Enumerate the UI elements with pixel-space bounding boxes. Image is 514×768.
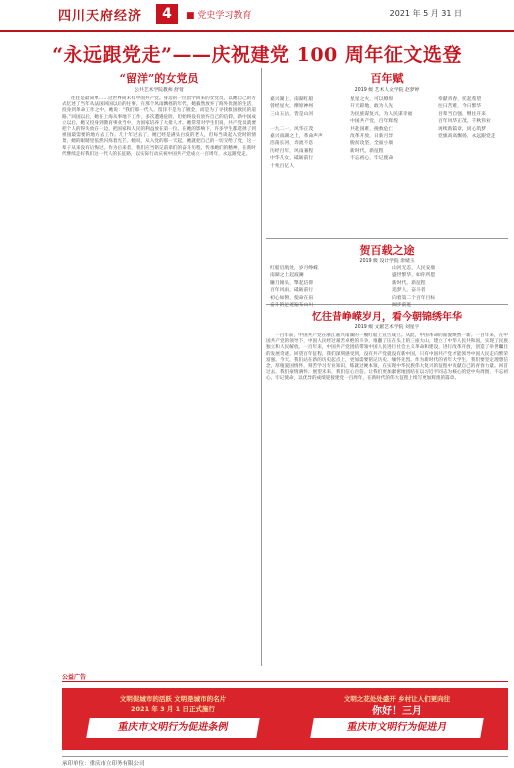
article-title: 忆往昔峥嵘岁月，看今朝锦绣年华 xyxy=(312,312,462,323)
masthead xyxy=(0,0,514,32)
section-label: ■ 党史学习教育 xyxy=(186,11,252,21)
ad-slogan: 重庆市文明行为促进月 xyxy=(310,718,484,738)
article-byline: 2019 级 艺术人文学院 赵梦婷 xyxy=(354,88,420,93)
article-byline: 公共艺术学院教师 舒莺 xyxy=(134,88,184,93)
article-byline: 2019 级 设计学院 余婧玉 xyxy=(359,259,415,264)
page-number: 4 xyxy=(156,4,178,24)
column-divider xyxy=(261,68,262,666)
ad-tagline: 文明促城市的活跃 文明是城市的名片 xyxy=(119,695,227,703)
poem-stanza: 嘉兴湖上，南湖红船 曾经星火，燎原神州 三山五岳，皆是山河 一九二一，风华正茂 嘉兴南湖之上，革命声声 浩荡长河，奔流不息 历经百年，风雨兼程 中华儿女，砥砺前行 十兆百亿人 xyxy=(270,97,323,169)
ad-slogan: 重庆市文明行为促进条例 xyxy=(86,718,260,738)
public-service-ad xyxy=(62,688,508,750)
article-title: 贺百载之途 xyxy=(359,244,415,257)
ad-greeting: 你好！三月 xyxy=(372,706,422,717)
ad-label: 公益广告 xyxy=(62,672,508,682)
poem-stanza: 山河无恙，人民安康 盛世繁华，如你所愿 新时代，新征程 追梦人，奋斗者 向着第二个百年目标 阔步前进 xyxy=(392,266,436,309)
issue-date: 2021 年 5 月 31 日 xyxy=(389,9,462,18)
page-footer xyxy=(62,756,508,767)
poem-stanza: 红船启航处，岁月峥嵘 南湖之上起波澜 镰刀锤头，擎起信仰 百年风雨，砥砺前行 初心如磐，使命在肩 奋斗的足迹遍布山川 xyxy=(270,266,318,309)
row-divider xyxy=(266,238,508,239)
article-body: 一百年前，中国共产党在浙江嘉兴南湖的一艘红船上宣告成立。从此，中国革命的面貌焕然一新。一百年来，在中国共产党的领导下，中国人民经过艰苦卓绝的斗争，推翻了压在头上的三座大山，建立了中华人民共和国，实现了民族独立和人民解放。一百年来，中国共产党团结带领中国人民进行社会主义革命和建设，进行改革开放，创造了举世瞩目的发展奇迹。回望百年征程，我们深刻感受到，没有共产党就没有新中国，只有中国共产党才能领导中国人民走向繁荣富强。今天，我们站在新的历史起点上，更加需要铭记历史、缅怀先烈。作为新时代的青年大学生，我们要坚定理想信念，厚植爱国情怀，刻苦学习专业知识，练就过硬本领，在实现中华民族伟大复兴的征程中贡献自己的青春力量。回首过去，我们豪情满怀；展望未来，我们信心百倍。让我们更加紧密地团结在以习近平同志为核心的党中央周围，不忘初心、牢记使命，以优异的成绩迎接建党一百周年，在新时代的伟大征程上续写更加辉煌的篇章。 xyxy=(266,333,508,382)
printer-info: 承印单位：重庆市立印务有限公司 xyxy=(62,761,145,767)
ad-date-line: 2021 年 3 月 1 日正式施行 xyxy=(131,705,215,713)
page-headline: “永远跟党走”——庆祝建党 100 周年征文选登 xyxy=(52,44,462,66)
newspaper-logo: 四川天府经济 xyxy=(58,9,143,24)
article-byline: 2019 级 文献艺术学院 刘星宇 xyxy=(354,325,420,330)
ad-tagline: 文明之花处处盛开 乡村让人们更向往 xyxy=(343,695,451,703)
poem-stanza: 奉献青春，托起希望 往日苦难，今日繁华 吾辈当自强，继往开来 百年风华正茂，千秋伟业 再续新篇章，同心筑梦 党旗高高飘扬，永远跟党走 xyxy=(438,97,496,140)
article-title: 百年赋 xyxy=(370,72,404,85)
ad-left xyxy=(62,688,284,750)
ad-right xyxy=(286,688,508,750)
article-body: 往往是最简单……这世界尚未有中国共产党。身边的一位留学回来的女党员，以她自己的方式忆述了当年从法国回国以后的往事。在那个风雨飘摇的年代，她毅然放弃了海外优渥的生活，投身到革命工作之中。她说：“我们那一代人，留洋不是为了镀金，而是为了寻找救国救民的道路。”回国以后，她在上海从事地下工作，多次遭遇危险，但始终没有放弃自己的信仰。新中国成立以后，她又投身到教育事业当中，为国家培养了大批人才。她常常对学生们说，共产党员就要把个人的得失放在一边，把国家和人民的利益放在第一位。在她的影响下，许多学生都选择了到祖国最需要的地方去工作。几十年过去了，她已经是满头白发的老人，但每当谈起入党时的情景，她的眼睛里依然闪烁着光芒。她说，从入党的那一天起，她就把自己的一切交给了党，这一辈子从来没有后悔过。作为后来者，我们应当铭记前辈们的奋斗历程，传承她们的精神，在新时代继续走好我们这一代人的长征路，以实际行动庆祝中国共产党成立一百周年，永远跟党走。 xyxy=(62,96,256,157)
poem-stanza: 星星之火，可以燎原 开天辟地，敢为人先 为民族谋复兴，为人民谋幸福 中国共产党，百年辉煌 共赴国难，挽救危亡 改革开放，日新月异 脱贫攻坚，全面小康 新时代，新征程 不忘初心，牢记使命 xyxy=(350,97,413,162)
article-title: “留洋”的女党员 xyxy=(119,72,199,85)
